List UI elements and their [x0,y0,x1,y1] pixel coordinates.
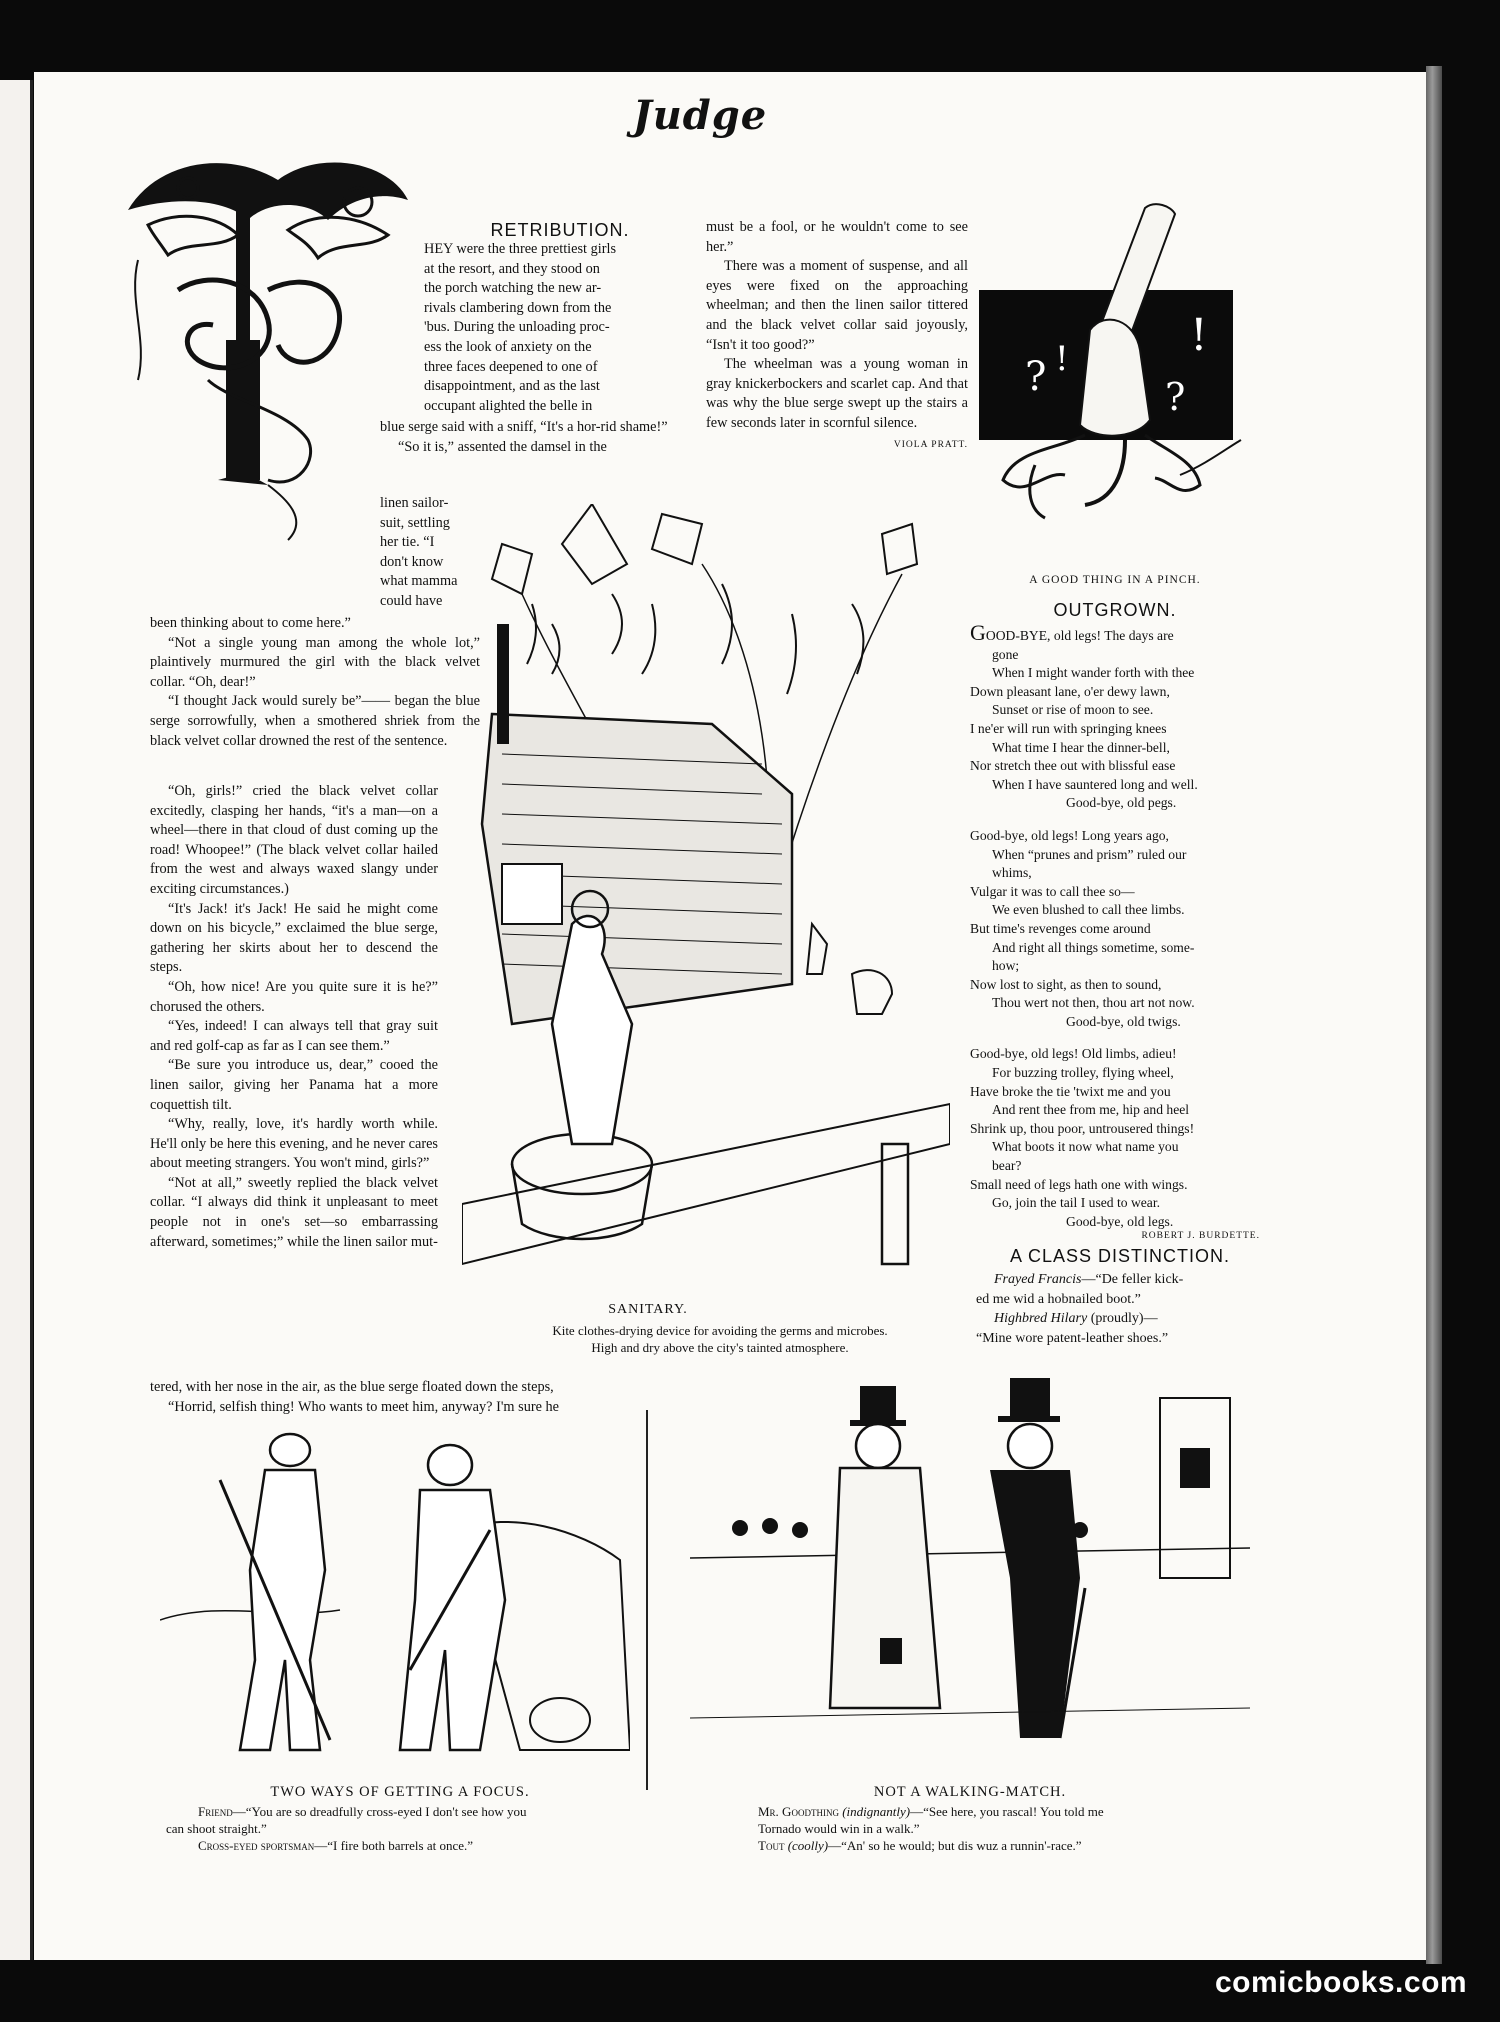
text-line: what mamma [380,573,458,590]
poem-line [970,620,1260,646]
sanitary-kite-illustration [462,504,950,1300]
retribution-bottom-lines [150,1378,702,1417]
dialog-text: —“An' so he would; but dis wuz a runnin'-race.” [828,1838,1082,1853]
text-para: blue serge said with a sniff, “It's a hor-rid shame!” [380,419,668,435]
text-para: “I thought Jack would surely be”—— began the blue serge sorrowfully, when a smothered shriek from the black velvet collar drowned the rest of the sentence. [150,693,480,749]
poem-line: Have broke the tie 'twixt me and you [970,1083,1171,1099]
poem-line: Good-bye, old legs. [1066,1213,1174,1229]
sanitary-title: SANITARY. [608,1302,688,1317]
stage-direction: (indignantly) [842,1804,911,1819]
focus-title: TWO WAYS OF GETTING A FOCUS. [270,1784,530,1800]
poem-line: whims, [992,865,1032,881]
svg-text:!: ! [1055,339,1069,379]
text-para: “Be sure you introduce us, dear,” cooed the linen sailor, giving her Panama hat a more coquettish tilt. [150,1057,438,1113]
dialog-text: can shoot straight.” [166,1821,267,1836]
speaker-name: Mr. Goodthing [758,1804,839,1819]
text-para: “So it is,” assented the damsel in the [398,438,607,455]
pinch-caption: A GOOD THING IN A PINCH. [1029,574,1201,586]
text-line: the porch watching the new ar- [424,280,602,297]
speaker-name: Friend [198,1804,233,1819]
text-para: There was a moment of suspense, and all eyes were fixed on the approaching wheelman; and then the linen sailor tittered and the black velvet collar said joyously, “Isn't it too good?” [706,258,968,353]
poem-line: Thou wert not then, thou art not now. [992,995,1195,1011]
speaker-name: Tout [758,1838,785,1853]
poem-stanza3 [970,1045,1260,1231]
class-distinction-title: A CLASS DISTINCTION. [1009,1246,1231,1266]
poem-line: gone [992,646,1019,662]
dialog-text: —“See here, you rascal! You told me [910,1804,1104,1819]
poem-line: When “prunes and prism” ruled our [992,846,1187,862]
poem-line: Down pleasant lane, o'er dewy lawn, [970,683,1170,699]
text-line: linen sailor- [380,495,449,511]
previous-page-edge [0,80,33,1960]
text-line: ess the look of anxiety on the [424,338,592,355]
poem-line: Good-bye, old legs! Old limbs, adieu! [970,1046,1177,1062]
poem-stanza1 [970,620,1260,813]
poem-line: bear? [992,1158,1022,1174]
outgrown-title: OUTGROWN. [1053,600,1177,620]
text-para: must be a fool, or he wouldn't come to see her.” [706,219,968,255]
retribution-mid-text [380,418,686,457]
dialog-text: —“You are so dreadfully cross-eyed I don't see how you [232,1804,527,1819]
dialog-text: ed me wid a hobnailed boot.” [976,1291,1141,1307]
poem-stanza2 [970,827,1260,1032]
sanitary-caption-line: High and dry above the city's tainted atmosphere. [591,1340,849,1355]
pinch-illustration [975,200,1255,570]
text-line: three faces deepened to one of [424,358,598,375]
svg-text:?: ? [1025,354,1047,400]
hunters-illustration [160,1420,630,1770]
poem-line: What boots it now what name you [992,1139,1179,1155]
outgrown-poem [970,620,1260,1242]
retribution-col1-text [150,614,480,751]
poem-line: Go, join the tail I used to wear. [992,1195,1160,1211]
site-watermark: comicbooks.com [1215,1966,1468,1999]
svg-text:?: ? [1165,375,1186,419]
poem-line: Good-bye, old twigs. [1066,1013,1181,1029]
poem-line: What time I hear the dinner-bell, [992,739,1170,755]
poem-line: Small need of legs hath one with wings. [970,1176,1188,1192]
text-line: “Horrid, selfish thing! Who wants to meet him, anyway? I'm sure he [168,1398,560,1415]
poem-line: When I might wander forth with thee [992,665,1195,681]
poem-line-text: OOD-BYE, old legs! The days are [985,628,1174,643]
speaker-name: Frayed Francis [994,1272,1082,1287]
focus-caption [166,1803,646,1854]
poem-line: And right all things sometime, some- [992,939,1195,955]
dialog-text: Tornado would win in a walk.” [758,1821,920,1836]
text-para: The wheelman was a young woman in gray knickerbockers and scarlet cap. And that was why the blue serge swept up the stairs a few seconds later in scornful silence. [706,356,968,431]
text-line: her tie. “I [380,534,435,551]
masthead-title: Judge [632,92,768,139]
poem-line: Nor stretch thee out with blissful ease [970,758,1176,774]
poem-dropcap: G [970,620,986,645]
dialog-text: “Mine wore patent-leather shoes.” [976,1330,1169,1346]
racecourse-illustration [690,1378,1250,1778]
poem-line: For buzzing trolley, flying wheel, [992,1065,1174,1081]
class-distinction-text [976,1270,1246,1348]
ornamental-dropcap-illustration [118,140,420,560]
speaker-name: Highbred Hilary [994,1311,1088,1327]
dialog-text: —“De feller kick- [1081,1272,1184,1287]
text-line: rivals clambering down from the [424,299,612,316]
text-line: tered, with her nose in the air, as the blue serge floated down the steps, [150,1379,554,1395]
poem-line: how; [992,958,1020,974]
walking-title: NOT A WALKING-MATCH. [873,1784,1067,1800]
text-para: “Yes, indeed! I can always tell that gray suit and red golf-cap as far as I can see them.” [150,1018,438,1054]
poem-line: I ne'er will run with springing knees [970,720,1167,736]
poem-line: But time's revenges come around [970,920,1151,936]
text-para: “Not at all,” sweetly replied the black velvet collar. “I always did think it unpleasant to meet people not in one's set—so embarrassing afterward, sometimes;” while the linen sailor mut- [150,1174,438,1250]
poem-line: Good-bye, old legs! Long years ago, [970,827,1169,843]
poem-line: Now lost to sight, as then to sound, [970,976,1162,992]
dialog-text: (proudly)— [1090,1311,1158,1327]
outgrown-signature: ROBERT J. BURDETTE. [1141,1231,1260,1242]
text-line: occupant alighted the belle in [424,397,593,414]
text-line: could have [380,592,443,609]
dialog-text: —“I fire both barrels at once.” [314,1838,474,1853]
retribution-col1-narrow-text [150,782,438,1252]
retribution-signature: VIOLA PRATT. [893,439,968,450]
text-line: disappointment, and as the last [424,378,600,395]
text-line: 'bus. During the unloading proc- [424,319,610,336]
poem-line: When I have sauntered long and well. [992,776,1198,792]
retribution-title: RETRIBUTION. [490,220,630,240]
page-binding-edge [1426,66,1442,1964]
text-para: “It's Jack! it's Jack! He said he might come down on his bicycle,” exclaimed the blue serge, gathering her skirts about her to descend the steps. [150,900,438,976]
retribution-opening-lines [424,240,686,416]
text-line: suit, settling [380,514,450,531]
retribution-col2-text [706,218,968,455]
poem-line: And rent thee from me, hip and heel [992,1102,1190,1118]
text-line: at the resort, and they stood on [424,260,600,277]
text-para: “Oh, girls!” cried the black velvet collar excitedly, clasping her hands, “it's a man—on a wheel—there in that cloud of dust coming up the road! Whoopee!” (The black velvet collar hailed from the west and always waxed slangy under exciting circumstances.) [150,783,438,897]
text-para: “Oh, how nice! Are you quite sure it is he?” chorused the others. [150,978,438,1015]
sanitary-caption-line: Kite clothes-drying device for avoiding the germs and microbes. [552,1323,888,1338]
poem-line: Shrink up, thou poor, untrousered things! [970,1120,1195,1136]
text-para: been thinking about to come here.” [150,615,351,631]
text-para: “Why, really, love, it's hardly worth while. He'll only be here this evening, and he never cares about meeting strangers. You won't mind, girls?” [150,1116,438,1172]
walking-caption [726,1803,1276,1854]
poem-line: Vulgar it was to call thee so— [970,883,1135,899]
poem-line: Good-bye, old pegs. [1066,795,1177,811]
column-divider [646,1410,648,1790]
svg-text:!: ! [1190,310,1208,361]
text-line: don't know [380,553,444,570]
text-para: “Not a single young man among the whole lot,” plaintively murmured the girl with the black velvet collar. “Oh, dear!” [150,634,480,690]
poem-line: Sunset or rise of moon to see. [992,702,1154,718]
stage-direction: (coolly) [787,1838,829,1853]
text-line: HEY were the three prettiest girls [424,241,617,257]
sanitary-caption [480,1322,960,1356]
poem-line: We even blushed to call thee limbs. [992,902,1185,918]
speaker-name: Cross-eyed sportsman [198,1838,315,1853]
